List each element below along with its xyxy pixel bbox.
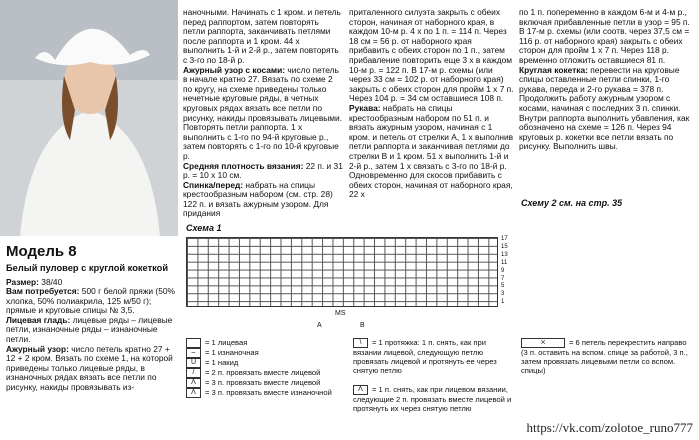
knit-symbol-icon	[186, 338, 201, 348]
row-number: 5	[501, 283, 505, 290]
model-photo	[0, 0, 178, 236]
chart-title: Схема 1	[186, 223, 222, 233]
lace-label: Ажурный узор:	[6, 343, 69, 354]
legend-purl: = 1 изнаночная	[205, 348, 259, 357]
col3-p1: по 1 п. попеременно в каждом 6-м и 4-м р., включая прибавленные петли в узор = 95 п. В 17-м р. схемы (или соотв. через 37,5 см = 116 р. от наборного края) закрыть с обеих сторон для пройм 1 х 7 п. Через 118 р. временно отложить оставшиеся 81 п.	[519, 7, 690, 65]
stockinette-text: лицевые ряды – лицевые петли, изнаночные ряды – изнаночные петли.	[6, 314, 173, 345]
col2-p1: приталенного силуэта закрыть с обеих сторон, начиная от наборного края, в каждом 10-м р. 4 х по 1 п. = 114 п. Через 18 см = 56 р. от наборного края прибавить с обеих сторон по 1 п., затем прибавление повторить еще 3 х в каждом 10-м р. = 122 п. В 17-м р. схемы (или через 33 см = 102 р. от наборного края) закрыть с обеих сторон для пройм 1 х 7 п. Через 104 р. = 34 см оставшиеся 108 п.	[349, 7, 514, 104]
legend-cable: = 6 петель перекрестить направо (3 п. оставить на вспом. спице за работой, 3 п., затем провязать лицевыми петли со вспом. спицы)	[521, 338, 688, 375]
col1-h4: Спинка/перед:	[183, 179, 244, 190]
legend-k2tog: = 2 п. провязать вместе лицевой	[205, 368, 321, 377]
col1-p2: число петель в начале кратно 27. Вязать по схеме 2 по кругу, на схеме приведены только нечетные круговые ряды, в четных круговых рядах вязать все петли по рисунку, накиды провязывать лицевыми. Повторять петли раппорта. 1 х выполнить с 1-го по 94-й круговые р., затем повторять с 1-го по 10-й круговые р.	[183, 64, 343, 161]
col3-h2: Круглая кокетка:	[519, 64, 588, 75]
k3tog-icon: Λ	[186, 378, 201, 388]
size-value: 38/40	[41, 276, 63, 287]
model-title: Модель 8	[6, 243, 77, 260]
row-number: 13	[501, 251, 508, 258]
col1-p1: наночными. Начинать с 1 кром. и петель перед раппортом, затем повторять петли раппорта, заканчивать петлями после раппорта и 1 кром. 44 х выполнить 1-й и 2-й р., затем повторять с 3-го по 18-й р.	[183, 7, 341, 65]
arrow-b-label: B	[360, 322, 365, 329]
p3tog-icon: Λ	[186, 388, 201, 398]
row-number: 7	[501, 275, 505, 282]
left-text	[6, 243, 178, 393]
row-number: 11	[501, 259, 508, 266]
legend-left	[186, 338, 336, 398]
arrow-a-label: A	[317, 322, 322, 329]
k2tog-icon: /	[186, 368, 201, 378]
lace-text: число петель кратно 27 + 12 + 2 кром. Вязать по схеме 1, на которой приведены только лицевые ряды, в изнаночных рядах вязать все петли по рисунку, накиды провязывать из-	[6, 343, 173, 393]
legend-p3tog: = 3 п. провязать вместе изнаночной	[205, 388, 332, 397]
model-subtitle: Белый пуловер с круглой кокеткой	[6, 263, 169, 273]
footer-url: https://vk.com/zolotoe_runo777	[526, 420, 693, 435]
purl-symbol-icon: –	[186, 348, 201, 358]
row-number: 1	[501, 299, 505, 306]
col2-p2: набрать на спицы крестообразным набором по 51 п. и вязать ажурным узором, начиная с 1 кром. и петель от стрелки А, 1 х выполнив петли раппорта и заканчивая петлями до стрелки В и 1 кром. 51 х выполнить 1-й и 2-й р., затем 1 х связать с 3-го по 18-й р. Одновременно для скосов прибавить с обеих сторон, начиная от наборного края, 22 х	[349, 102, 514, 200]
col1-h2: Ажурный узор с косами:	[183, 64, 286, 75]
legend-sk2p: = 1 п. снять, как при лицевом вязании, следующие 2 п. провязать вместе лицевой и протянуть их через снятую петлю	[353, 385, 512, 413]
row-numbers	[501, 236, 515, 307]
row-number: 15	[501, 243, 508, 250]
text-column-2	[349, 8, 514, 200]
legend-k3tog: = 3 п. провязать вместе лицевой	[205, 378, 321, 387]
text-column-3	[519, 8, 694, 152]
materials-text: 500 г белой пряжи (50% хлопка, 50% полиакрила, 125 м/50 г); прямые и круговые спицы № 3,5.	[6, 286, 175, 316]
col3-p2: перевести на круговые спицы оставленные петли спинки, 1-го рукава, переда и 2-го рукава = 378 п. Продолжить работу ажурным узором с косами, начиная с последних 3 п. спинки. Внутри раппорта выполнить убавления, как обозначено на схеме = 126 п. Через 94 круговых р. кокетки все петли вязать по рисунку. Выполнить швы.	[519, 64, 690, 152]
col1-p4: набрать на спицы крестообразным набором (см. стр. 28) 122 п. и вязать ажурным узором. Для придания	[183, 179, 333, 219]
knitting-chart-grid	[186, 237, 498, 307]
col2-h2: Рукава:	[349, 102, 381, 113]
legend-ssk: = 1 протяжка: 1 п. снять, как при вязании лицевой, следующую петлю провязать лицевой и протянуть ее через снятую петлю	[353, 338, 497, 375]
row-number: 17	[501, 236, 508, 242]
col1-h3: Средняя плотность вязания:	[183, 160, 304, 171]
legend-middle	[353, 338, 513, 413]
legend-knit: = 1 лицевая	[205, 338, 248, 347]
ms-label: MS	[335, 310, 346, 317]
row-number: 3	[501, 291, 505, 298]
sk2p-icon: Λ	[353, 385, 368, 395]
size-label: Размер:	[6, 276, 39, 287]
ssk-icon: \	[353, 338, 368, 348]
cable-cross-icon: ⨯	[521, 338, 565, 348]
materials-label: Вам потребуется:	[6, 286, 80, 297]
legend-yo: = 1 накид	[205, 358, 239, 367]
col1-p3: 22 п. и 31 р. = 10 х 10 см.	[183, 160, 343, 181]
row-number: 9	[501, 267, 505, 274]
schema2-note: Схему 2 см. на стр. 35	[521, 198, 623, 208]
text-column-1	[183, 8, 343, 219]
legend-right	[521, 338, 693, 375]
yarn-over-icon: U	[186, 358, 201, 368]
stockinette-label: Лицевая гладь:	[6, 314, 71, 325]
